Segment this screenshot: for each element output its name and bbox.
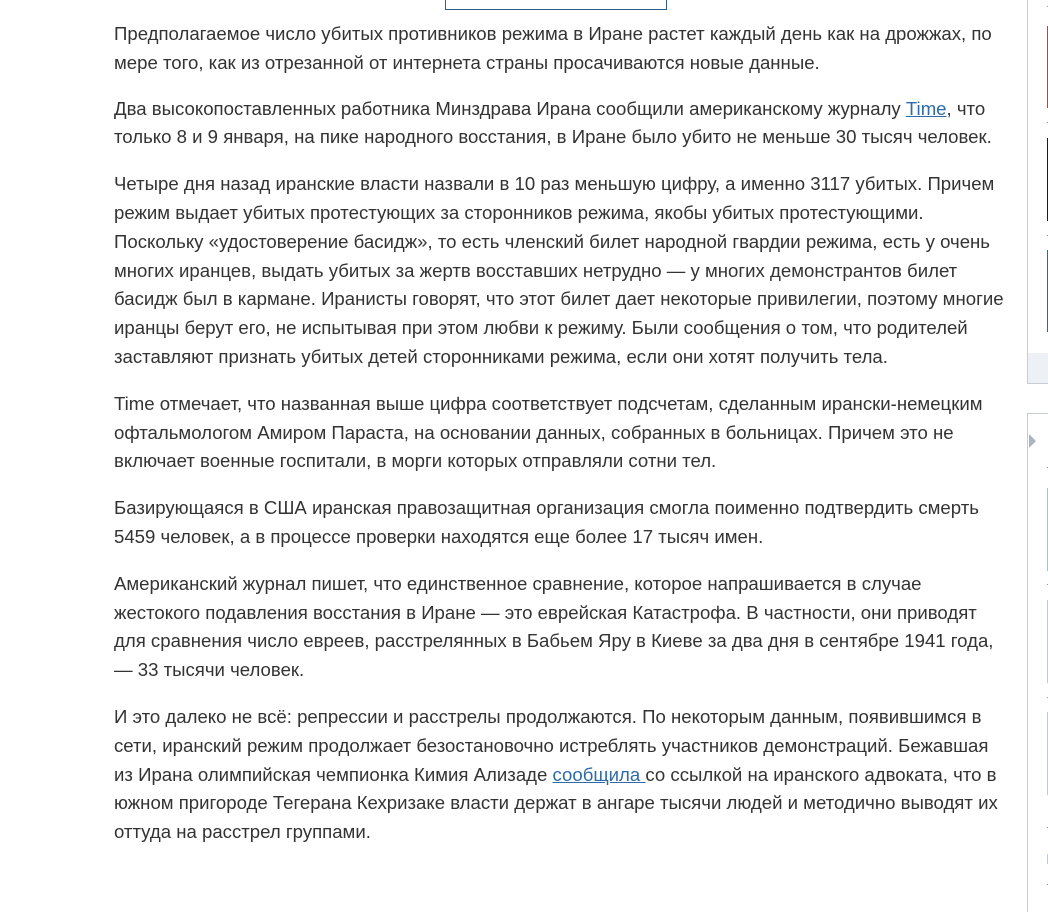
comments-widget[interactable] bbox=[445, 0, 667, 10]
paragraph-text: И это далеко не всё: репрессии и расстрелы продолжаются. По некоторым данным, появившимся в сети, иранский режим продолжает безостановочно истреблять участников демонстраций. Бежавшая из Ирана олимпийская чемпионка Кимия Ализаде bbox=[114, 705, 989, 785]
paragraph: Базирующаяся в США иранская правозащитная организация смогла поименно подтвердить смерть 5459 человек, а в процессе проверки находятся еще более 17 тысяч имен. bbox=[114, 497, 979, 547]
paragraph-text: Два высокопоставленных работника Минздрава Ирана сообщили американскому журналу bbox=[114, 97, 906, 119]
sidebar-panel-footer[interactable] bbox=[1028, 353, 1048, 383]
sidebar-related-panel bbox=[1027, 413, 1048, 912]
sidebar-news-panel bbox=[1027, 0, 1048, 384]
paragraph-text: со ссылкой на иранского адвоката, что в южном пригороде Тегерана Кехризаке власти держат в ангаре тысячи людей и методично выводят их оттуда на расстрел группами. bbox=[114, 763, 998, 843]
paragraph bbox=[114, 95, 1004, 153]
paragraph: Четыре дня назад иранские власти назвали в 10 раз меньшую цифру, а именно 3117 убитых. Причем режим выдает убитых протестующих за сторонников режима, якобы убитых протестующими. Поскольку «удостоверение басидж», то есть членский билет народной гвардии режима, есть у очень многих иранцев, выдать убитых за жертв восставших нетрудно — у многих демонстрантов билет басидж был в кармане. Иранисты говорят, что этот билет дает некоторые привилегии, поэтому многие иранцы берут его, не испытывая при этом любви к режиму. Были сообщения о том, что родителей заставляют признать убитых детей сторонниками режима, если они хотят получить тела. bbox=[114, 173, 1004, 367]
paragraph: Предполагаемое число убитых противников режима в Иране растет каждый день как на дрожжах, по мере того, как из отрезанной от интернета страны просачиваются новые данные. bbox=[114, 23, 992, 73]
paragraph-text: , что только 8 и 9 января, на пике народного восстания, в Иране было убито не меньше 30 тысяч человек. bbox=[114, 97, 992, 148]
time-link[interactable]: Time bbox=[905, 97, 947, 119]
paragraph: Time отмечает, что названная выше цифра соответствует подсчетам, сделанным ирански-немецким офтальмологом Амиром Параста, на основании данных, собранных в больницах. Причем это не включает военные госпитали, в морги которых отправляли сотни тел. bbox=[114, 392, 983, 472]
sidebar bbox=[1027, 0, 1048, 912]
paragraph: Американский журнал пишет, что единственное сравнение, которое напрашивается в случае жестокого подавления восстания в Иране — это еврейская Катастрофа. В частности, они приводят для сравнения число евреев, расстрелянных в Бабьем Яру в Киеве за два дня в сентябре 1941 года, — 33 тысячи человек. bbox=[114, 572, 994, 681]
expand-arrow-icon[interactable] bbox=[1029, 434, 1036, 448]
article-body bbox=[114, 20, 1004, 865]
reported-link[interactable]: сообщила bbox=[552, 763, 646, 785]
paragraph bbox=[114, 703, 1004, 847]
